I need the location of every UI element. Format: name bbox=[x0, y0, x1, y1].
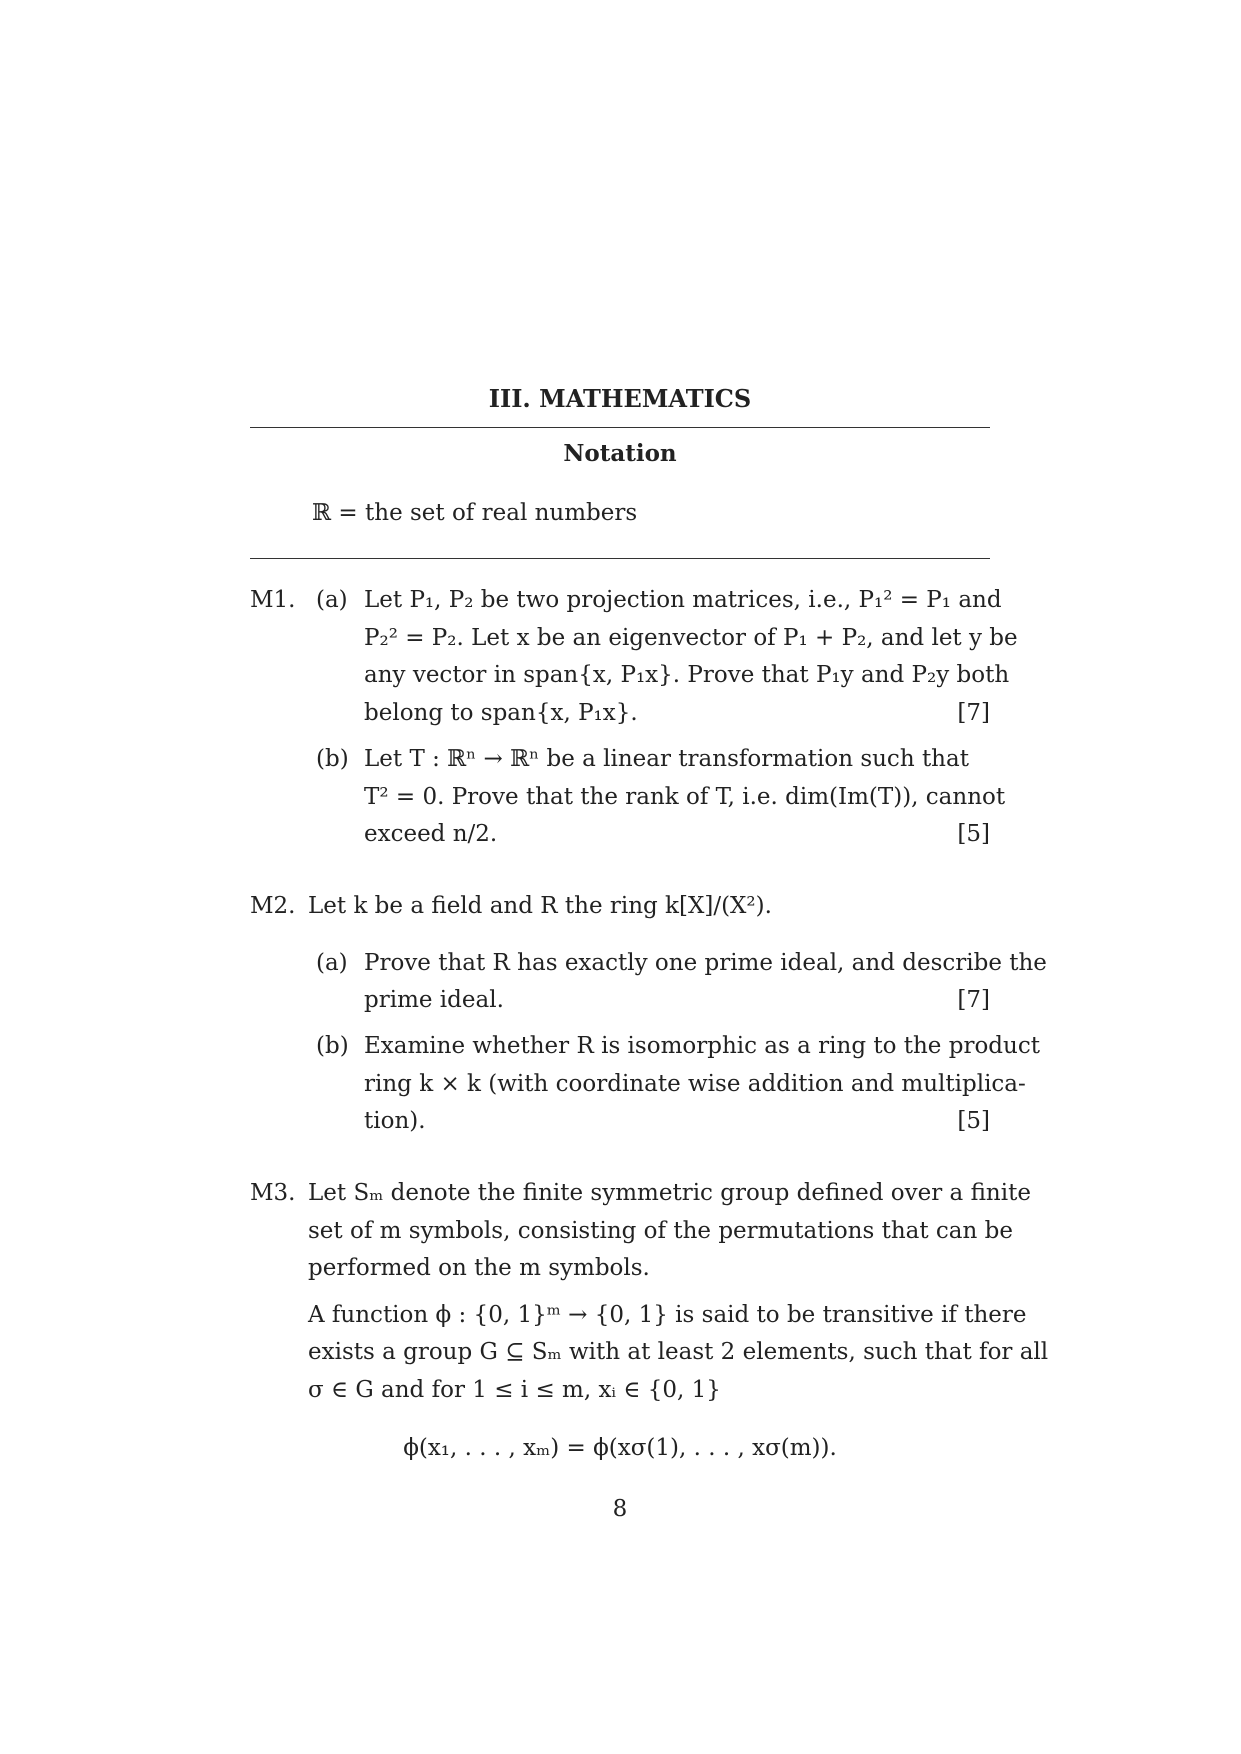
m1a-line-2: P₂² = P₂. Let x be an eigenvector of P₁ + P₂, and let y be bbox=[364, 625, 1018, 651]
m2a-marks: [7] bbox=[957, 987, 990, 1013]
m3-p1-line-3: performed on the m symbols. bbox=[308, 1255, 650, 1281]
m3-equation: ϕ(x₁, . . . , xₘ) = ϕ(xσ(1), . . . , xσ(m)). bbox=[403, 1435, 837, 1461]
section-title: III. MATHEMATICS bbox=[488, 384, 752, 413]
m1a-marks: [7] bbox=[957, 700, 990, 726]
question-label-m3: M3. bbox=[250, 1180, 296, 1206]
m1b-line-3: exceed n/2. bbox=[364, 821, 498, 847]
m2b-line-2: ring k × k (with coordinate wise addition and multiplica- bbox=[364, 1071, 1026, 1097]
part-label-m2b: (b) bbox=[316, 1033, 349, 1059]
top-rule bbox=[250, 427, 990, 428]
bottom-rule bbox=[250, 558, 990, 559]
question-label-m2: M2. bbox=[250, 893, 296, 919]
m2b-line-1: Examine whether R is isomorphic as a ring to the product bbox=[364, 1033, 1040, 1059]
m2-intro: Let k be a field and R the ring k[X]/(X²). bbox=[308, 893, 772, 919]
m3-p1-line-2: set of m symbols, consisting of the permutations that can be bbox=[308, 1218, 1013, 1244]
notation-heading: Notation bbox=[563, 440, 677, 467]
notation-line: ℝ = the set of real numbers bbox=[312, 500, 638, 526]
m2b-marks: [5] bbox=[957, 1108, 990, 1134]
m2a-line-1: Prove that R has exactly one prime ideal, and describe the bbox=[364, 950, 1047, 976]
m1a-line-1: Let P₁, P₂ be two projection matrices, i.e., P₁² = P₁ and bbox=[364, 587, 1002, 613]
m1a-line-4: belong to span{x, P₁x}. bbox=[364, 700, 638, 726]
question-label-m1: M1. bbox=[250, 587, 296, 613]
m2a-line-2: prime ideal. bbox=[364, 987, 504, 1013]
m1b-line-1: Let T : ℝⁿ → ℝⁿ be a linear transformation such that bbox=[364, 746, 969, 772]
m3-p2-line-1: A function ϕ : {0, 1}ᵐ → {0, 1} is said to be transitive if there bbox=[308, 1302, 1027, 1328]
m3-p2-line-3: σ ∈ G and for 1 ≤ i ≤ m, xᵢ ∈ {0, 1} bbox=[308, 1377, 721, 1403]
m1a-line-3: any vector in span{x, P₁x}. Prove that P₁y and P₂y both bbox=[364, 662, 1010, 688]
m3-p1-line-1: Let Sₘ denote the finite symmetric group defined over a finite bbox=[308, 1180, 1031, 1206]
m1b-line-2: T² = 0. Prove that the rank of T, i.e. dim(Im(T)), cannot bbox=[364, 784, 1006, 810]
m3-p2-line-2: exists a group G ⊆ Sₘ with at least 2 elements, such that for all bbox=[308, 1339, 1049, 1365]
part-label-m2a: (a) bbox=[316, 950, 348, 976]
page-number: 8 bbox=[612, 1496, 628, 1522]
part-label-m1a: (a) bbox=[316, 587, 348, 613]
part-label-m1b: (b) bbox=[316, 746, 349, 772]
m2b-line-3: tion). bbox=[364, 1108, 426, 1134]
m1b-marks: [5] bbox=[957, 821, 990, 847]
